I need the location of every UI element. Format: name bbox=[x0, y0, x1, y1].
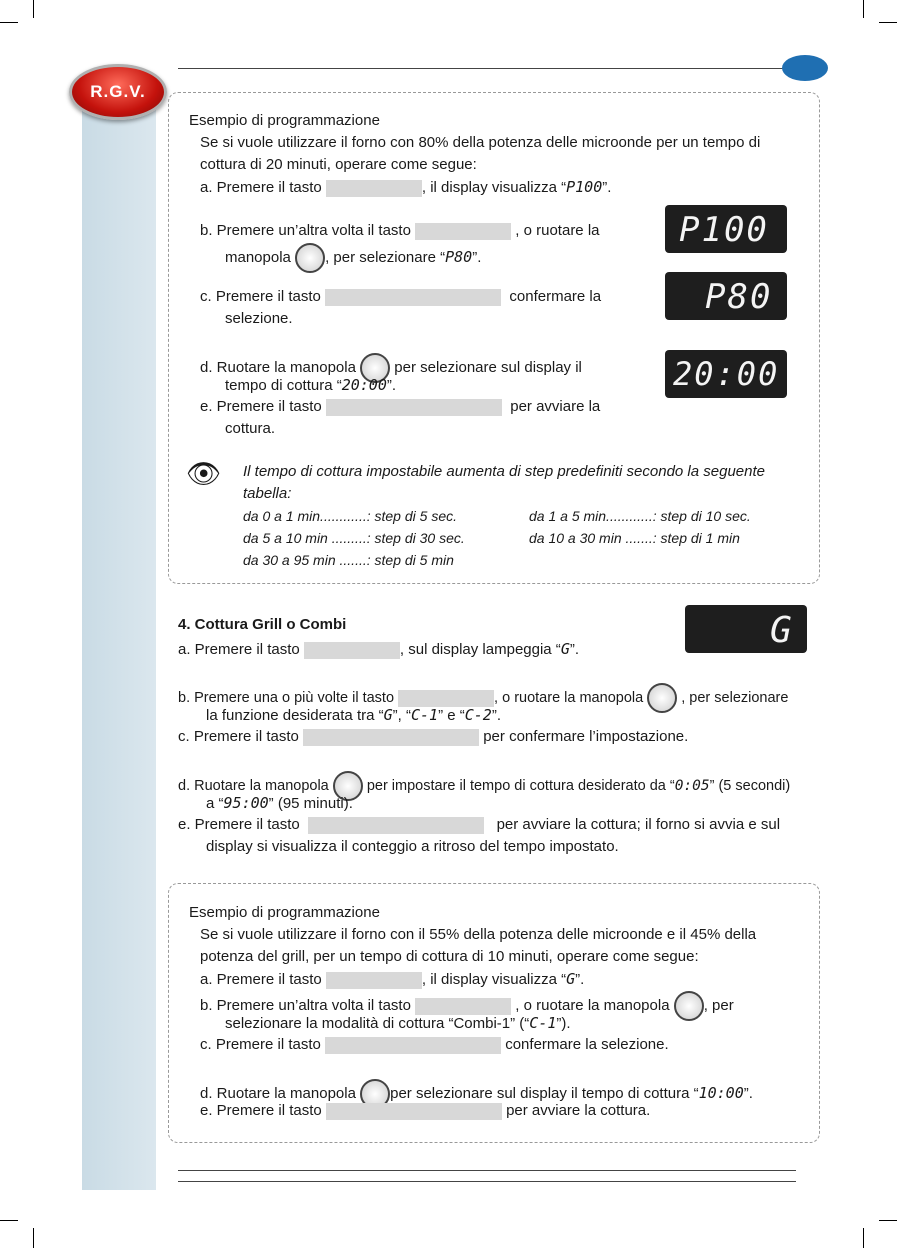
box2-step-b-line2: selezionare la modalità di cottura “Combi-1” (“C-1”). bbox=[225, 1014, 571, 1032]
header-rule bbox=[178, 68, 783, 69]
knob-icon bbox=[674, 991, 704, 1021]
step-row: da 30 a 95 min .......: step di 5 min bbox=[243, 552, 454, 568]
key-button bbox=[325, 1037, 501, 1054]
box2-intro-line2: potenza del grill, per un tempo di cottura di 10 minuti, operare come segue: bbox=[200, 948, 699, 965]
box1-step-e: e. Premere il tasto per avviare la bbox=[200, 398, 601, 415]
box2-step-d: d. Ruotare la manopola per selezionare sul display il tempo di cottura “10:00”. bbox=[200, 1079, 753, 1109]
box1-step-c-line2: selezione. bbox=[225, 310, 293, 327]
box2-step-e: e. Premere il tasto per avviare la cottura. bbox=[200, 1102, 651, 1119]
footer-rule bbox=[178, 1170, 796, 1171]
eye-icon: 👁 bbox=[186, 458, 222, 489]
section4-step-a: a. Premere il tasto , sul display lampeggia “G”. bbox=[178, 640, 580, 658]
rgv-logo: R.G.V. bbox=[69, 64, 167, 120]
knob-icon bbox=[295, 243, 325, 273]
step-row: da 5 a 10 min .........: step di 30 sec. bbox=[243, 530, 465, 546]
key-button bbox=[304, 642, 400, 659]
key-button bbox=[398, 690, 494, 707]
section4-step-e: e. Premere il tasto per avviare la cottura; il forno si avvia e sul bbox=[178, 816, 781, 833]
section4-step-d-line2: a “95:00” (95 minuti). bbox=[206, 794, 353, 812]
knob-icon bbox=[647, 683, 677, 713]
display-g: G bbox=[685, 605, 807, 653]
box1-intro-line1: Se si vuole utilizzare il forno con 80% della potenza delle microonde per un tempo di bbox=[200, 134, 761, 151]
display-p80: P80 bbox=[665, 272, 787, 320]
box1-step-d: d. Ruotare la manopola per selezionare sul display il bbox=[200, 353, 582, 383]
note-line2: tabella: bbox=[243, 485, 292, 502]
box2-step-a: a. Premere il tasto , il display visualizza “G”. bbox=[200, 970, 585, 988]
key-button bbox=[326, 399, 502, 416]
key-button bbox=[326, 1103, 502, 1120]
box1-title: Esempio di programmazione bbox=[189, 112, 380, 129]
box2-step-c: c. Premere il tasto confermare la selezione. bbox=[200, 1036, 669, 1053]
note-line1: Il tempo di cottura impostabile aumenta di step predefiniti secondo la seguente bbox=[243, 463, 765, 480]
box1-step-d-line2: tempo di cottura “20:00”. bbox=[225, 376, 397, 394]
section4-step-b-line2: la funzione desiderata tra “G”, “C-1” e “C-2”. bbox=[206, 706, 501, 724]
box2-title: Esempio di programmazione bbox=[189, 904, 380, 921]
footer-rule bbox=[178, 1181, 796, 1182]
box2-intro-line1: Se si vuole utilizzare il forno con il 55% della potenza delle microonde e il 45% della bbox=[200, 926, 757, 943]
side-band bbox=[82, 100, 156, 1190]
key-button bbox=[325, 289, 501, 306]
step-row: da 10 a 30 min .......: step di 1 min bbox=[529, 530, 740, 546]
box2-step-b: b. Premere un’altra volta il tasto , o ruotare la manopola , per bbox=[200, 991, 734, 1021]
section4-step-e-line2: display si visualizza il conteggio a ritroso del tempo impostato. bbox=[206, 838, 619, 855]
box1-step-c: c. Premere il tasto confermare la bbox=[200, 288, 602, 305]
key-button bbox=[326, 972, 422, 989]
display-2000: 20:00 bbox=[665, 350, 787, 398]
section4-step-d: d. Ruotare la manopola per impostare il tempo di cottura desiderato da “0:05” (5 secondi) bbox=[178, 771, 790, 801]
display-p100: P100 bbox=[665, 205, 787, 253]
step-row: da 0 a 1 min............: step di 5 sec. bbox=[243, 508, 457, 524]
page-tab-badge bbox=[782, 55, 828, 81]
section4-heading: 4. Cottura Grill o Combi bbox=[178, 616, 347, 633]
box1-step-a: a. Premere il tasto , il display visualizza “P100”. bbox=[200, 178, 612, 196]
key-button bbox=[308, 817, 484, 834]
box1-intro-line2: cottura di 20 minuti, operare come segue: bbox=[200, 156, 477, 173]
section4-step-c: c. Premere il tasto per confermare l’impostazione. bbox=[178, 728, 689, 745]
key-button bbox=[303, 729, 479, 746]
box1-step-e-line2: cottura. bbox=[225, 420, 276, 437]
step-row: da 1 a 5 min............: step di 10 sec. bbox=[529, 508, 751, 524]
key-button bbox=[326, 180, 422, 197]
section4-step-b: b. Premere una o più volte il tasto , o ruotare la manopola , per selezionare bbox=[178, 683, 788, 713]
key-button bbox=[415, 223, 511, 240]
box1-step-b-line2: manopola , per selezionare “P80”. bbox=[225, 243, 481, 273]
key-button bbox=[415, 998, 511, 1015]
box1-step-b: b. Premere un’altra volta il tasto , o ruotare la bbox=[200, 222, 600, 239]
